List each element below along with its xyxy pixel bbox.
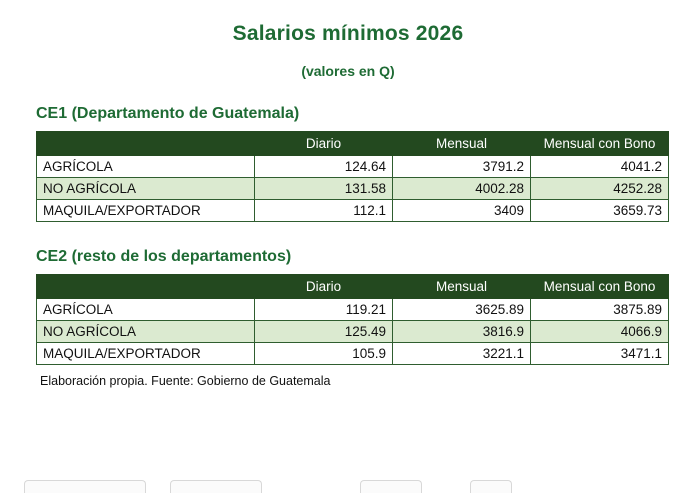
cell-category: AGRÍCOLA [37,299,255,321]
column-header-diario: Diario [255,275,393,299]
cell-category: NO AGRÍCOLA [37,321,255,343]
page-title: Salarios mínimos 2026 [232,22,464,45]
section-heading-ce2: CE2 (resto de los departamentos) [36,248,292,265]
edge-artifact [170,480,262,493]
column-header-category [37,132,255,156]
table-row [37,343,669,365]
cell-mensual-bono: 4041.2 [531,156,669,178]
section-ce1 [36,105,668,222]
cell-mensual: 3625.89 [393,299,531,321]
column-header-mensual: Mensual [393,132,531,156]
cell-diario: 131.58 [255,178,393,200]
cell-mensual-bono: 3875.89 [531,299,669,321]
table-row [37,299,669,321]
cell-mensual: 4002.28 [393,178,531,200]
column-header-category [37,275,255,299]
cell-diario: 105.9 [255,343,393,365]
table-row [37,156,669,178]
column-header-mensual-bono: Mensual con Bono [531,132,669,156]
cell-diario: 119.21 [255,299,393,321]
cell-mensual: 3791.2 [393,156,531,178]
salary-table-ce1 [36,131,669,222]
cell-mensual-bono: 3471.1 [531,343,669,365]
cell-mensual-bono: 4252.28 [531,178,669,200]
section-heading-ce1: CE1 (Departamento de Guatemala) [36,105,300,122]
table-header-row [37,275,669,299]
table-row [37,321,669,343]
cell-category: AGRÍCOLA [37,156,255,178]
edge-artifact [24,480,146,493]
table-header-row [37,132,669,156]
cell-mensual: 3816.9 [393,321,531,343]
edge-artifact [470,480,512,493]
cell-mensual: 3221.1 [393,343,531,365]
page-subtitle: (valores en Q) [301,63,395,79]
cell-diario: 125.49 [255,321,393,343]
page-edge-artifacts [0,481,696,493]
cell-diario: 112.1 [255,200,393,222]
source-footnote: Elaboración propia. Fuente: Gobierno de Guatemala [40,374,331,388]
table-row [37,200,669,222]
document-page [0,22,696,493]
cell-category: NO AGRÍCOLA [37,178,255,200]
cell-mensual-bono: 3659.73 [531,200,669,222]
cell-category: MAQUILA/EXPORTADOR [37,200,255,222]
salary-table-ce2 [36,274,669,365]
edge-artifact [360,480,422,493]
cell-diario: 124.64 [255,156,393,178]
cell-mensual-bono: 4066.9 [531,321,669,343]
table-row [37,178,669,200]
cell-mensual: 3409 [393,200,531,222]
column-header-mensual-bono: Mensual con Bono [531,275,669,299]
column-header-mensual: Mensual [393,275,531,299]
column-header-diario: Diario [255,132,393,156]
section-ce2 [36,248,668,365]
cell-category: MAQUILA/EXPORTADOR [37,343,255,365]
